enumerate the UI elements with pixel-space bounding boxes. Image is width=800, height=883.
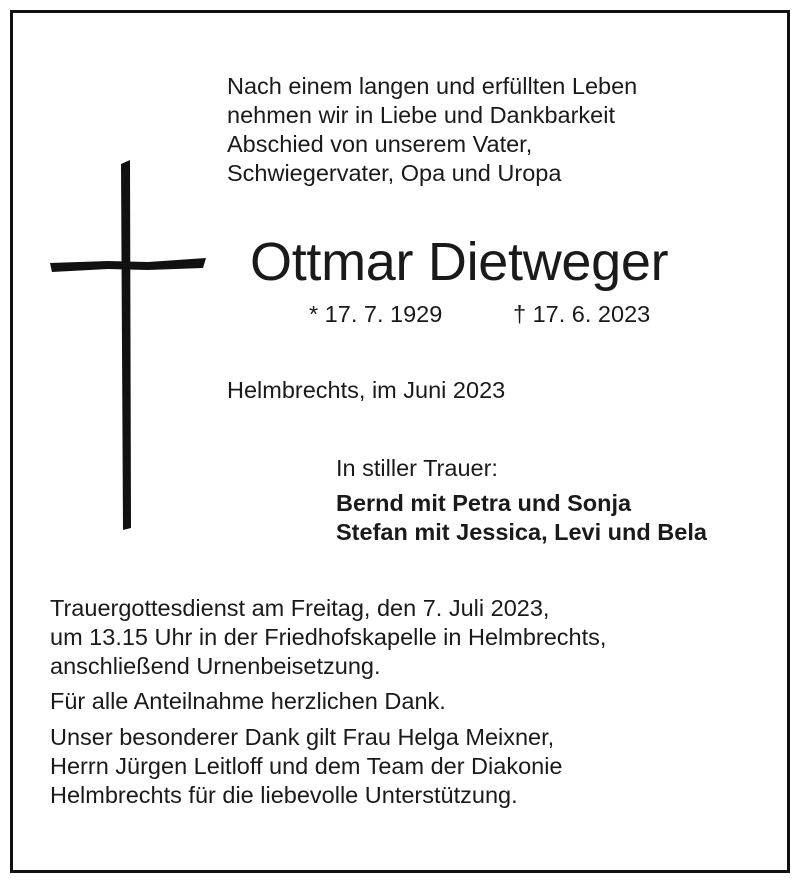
death-date: † 17. 6. 2023 <box>513 301 651 327</box>
intro-text: Nach einem langen und erfüllten Leben nehmen wir in Liebe und Dankbarkeit Abschied von unserem Vater, Schwiegervater, Opa und Uropa <box>227 73 638 186</box>
family-list <box>336 489 707 547</box>
cross-icon <box>48 158 208 533</box>
service-info: Trauergottesdienst am Freitag, den 7. Juli 2023, um 13.15 Uhr in der Friedhofskapelle in Helmbrechts, anschließend Urnenbeisetzung. <box>50 595 607 679</box>
place-date: Helmbrechts, im Juni 2023 <box>227 377 506 403</box>
family-line: Bernd mit Petra und Sonja <box>336 490 632 516</box>
birth-date: * 17. 7. 1929 <box>309 301 443 327</box>
special-thanks-text: Unser besonderer Dank gilt Frau Helga Meixner, Herrn Jürgen Leitloff und dem Team der Diakonie Helmbrechts für die liebevolle Unterstützung. <box>50 724 563 808</box>
family-line: Stefan mit Jessica, Levi und Bela <box>336 519 707 545</box>
thanks-text: Für alle Anteilnahme herzlichen Dank. <box>50 688 446 714</box>
mourning-label: In stiller Trauer: <box>336 455 498 481</box>
deceased-name: Ottmar Dietweger <box>250 232 669 292</box>
